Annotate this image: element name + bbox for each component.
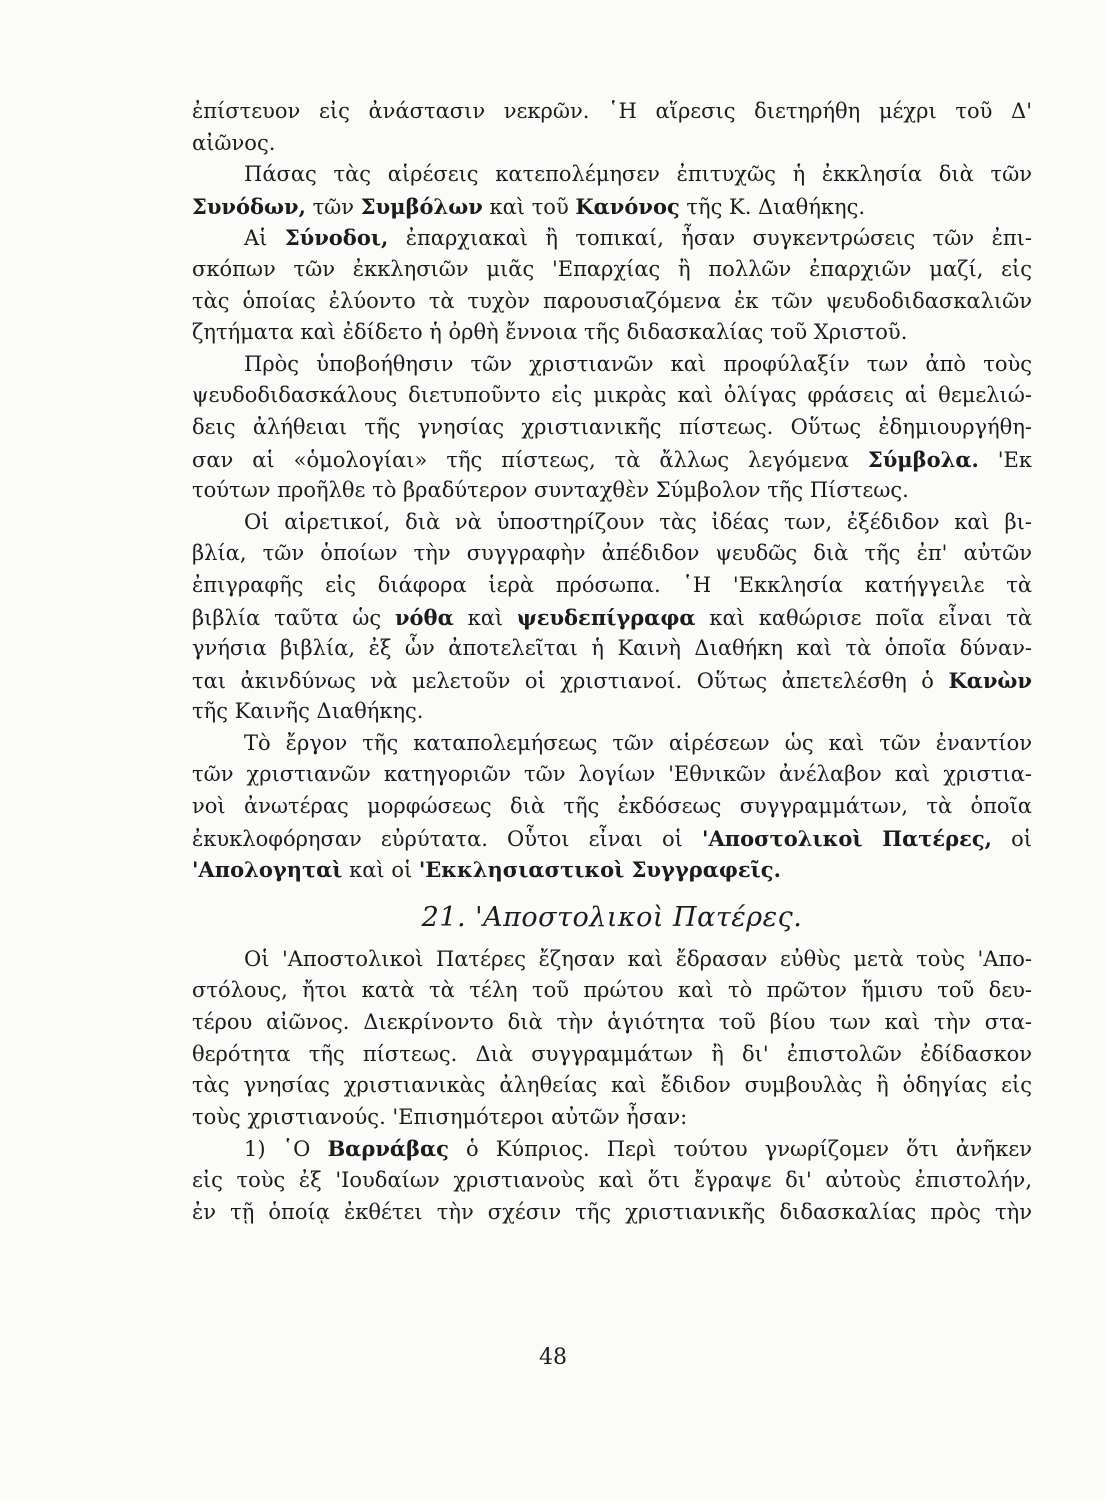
text-line xyxy=(192,728,1032,760)
text-run: σαν αἱ «ὁμολογίαι» τῆς πίστεως, τὰ ἄλλως λεγόμενα xyxy=(192,447,868,472)
text-line xyxy=(192,159,1032,191)
text-line xyxy=(192,1070,1032,1102)
text-run: τοὺς χριστιανούς. 'Επισημότεροι αὐτῶν ἦσαν: xyxy=(192,1104,688,1129)
text-line xyxy=(192,222,1032,254)
text-line xyxy=(192,538,1032,570)
text-run: τῶν xyxy=(305,194,361,219)
text-run: καὶ οἱ xyxy=(342,858,419,883)
text-run: δεις ἀλήθειαι τῆς γνησίας χριστιανικῆς πίστεως. Οὕτως ἐδημιουργήθη- xyxy=(192,414,1032,439)
text-run: Οἱ αἱρετικοί, διὰ νὰ ὑποστηρίζουν τὰς ἰδέας των, ἐξέδιδον καὶ βι- xyxy=(244,509,1032,534)
text-run: 1) ῾Ο xyxy=(244,1137,328,1162)
bold-term: Συνόδων, xyxy=(192,193,306,219)
text-line xyxy=(192,696,1032,728)
text-line xyxy=(192,570,1032,602)
text-run: Πάσας τὰς αἱρέσεις κατεπολέμησεν ἐπιτυχῶς ἡ ἐκκλησία διὰ τῶν xyxy=(244,162,1032,187)
text-run: καὶ xyxy=(453,605,517,630)
text-run: τὰς ὁποίας ἐλύοντο τὰ τυχὸν παρουσιαζόμενα ἐκ τῶν ψευδοδιδασκαλιῶν xyxy=(192,288,1032,313)
text-line xyxy=(192,944,1032,976)
text-run: ἐπίστευον εἰς ἀνάστασιν νεκρῶν. ῾Η αἵρεσις διετηρήθη μέχρι τοῦ Δ' xyxy=(192,99,1032,123)
text-line xyxy=(192,507,1032,539)
text-run: 'Εκ xyxy=(978,447,1032,472)
text-run: Οἱ 'Αποστολικοὶ Πατέρες ἔζησαν καὶ ἔδρασαν εὐθὺς μετὰ τοὺς 'Απο- xyxy=(244,946,1032,971)
text-run: καὶ καθώρισε ποῖα εἶναι τὰ xyxy=(695,605,1032,630)
text-line xyxy=(192,254,1032,286)
text-run: τῶν χριστιανῶν κατηγοριῶν τῶν λογίων 'Εθνικῶν ἀνέλαβον καὶ χριστια- xyxy=(192,762,1032,787)
text-run: ἐκυκλοφόρησαν εὐρύτατα. Οὗτοι εἶναι οἱ xyxy=(192,826,703,851)
text-line xyxy=(192,380,1032,412)
text-run: στόλους, ἤτοι κατὰ τὰ τέλη τοῦ πρώτου καὶ τὸ πρῶτον ἥμισυ τοῦ δευ- xyxy=(192,978,1032,1003)
text-line xyxy=(192,1165,1032,1197)
text-line xyxy=(192,412,1032,444)
text-block-before-heading xyxy=(192,96,1032,886)
text-run: αἰῶνος. xyxy=(192,130,276,155)
text-line xyxy=(192,286,1032,318)
bold-term: 'Εκκλησιαστικοὶ Συγγραφεῖς. xyxy=(418,857,781,883)
text-line xyxy=(192,96,1032,128)
text-run: τῆς Καινῆς Διαθήκης. xyxy=(192,699,424,724)
text-run: εἰς τοὺς ἐξ 'Ιουδαίων χριστιανοὺς καὶ ὅτι ἔγραψε δι' αὐτοὺς ἐπιστολήν, xyxy=(192,1168,1032,1192)
text-run: τούτων προῆλθε τὸ βραδύτερον συνταχθὲν Σύμβολον τῆς Πίστεως. xyxy=(192,478,909,503)
text-run: βιβλία ταῦτα ὡς xyxy=(192,605,395,630)
text-line xyxy=(192,975,1032,1007)
text-run: ἐν τῇ ὁποίᾳ ἐκθέτει τὴν σχέσιν τῆς χριστιανικῆς διδασκαλίας πρὸς τὴν xyxy=(192,1199,1032,1224)
text-line xyxy=(192,317,1032,349)
text-run: νοὶ ἀνωτέρας μορφώσεως διὰ τῆς ἐκδόσεως συγγραμμάτων, τὰ ὁποῖα xyxy=(192,794,1032,819)
bold-term: Βαρνάβας xyxy=(327,1136,449,1162)
text-run: τὰς γνησίας χριστιανικὰς ἀληθείας καὶ ἔδιδον συμβουλὰς ἢ ὁδηγίας εἰς xyxy=(192,1073,1032,1098)
text-line xyxy=(192,633,1032,665)
bold-term: ψευδεπίγραφα xyxy=(516,604,696,630)
text-line xyxy=(192,759,1032,791)
text-line xyxy=(192,128,1032,160)
text-line xyxy=(192,1133,1032,1165)
text-run: θερότητα τῆς πίστεως. Διὰ συγγραμμάτων ἢ δι' ἐπιστολῶν ἐδίδασκον xyxy=(192,1041,1032,1066)
text-run: ψευδοδιδασκάλους διετυποῦντο εἰς μικρὰς καὶ ὀλίγας φράσεις αἱ θεμελιώ- xyxy=(192,383,1032,408)
bold-term: Κανόνος xyxy=(575,193,680,219)
text-line xyxy=(192,602,1032,634)
text-run: καὶ τοῦ xyxy=(482,194,576,219)
text-line xyxy=(192,854,1032,886)
text-run: Αἱ xyxy=(244,226,285,251)
text-line xyxy=(192,191,1032,223)
text-run: τῆς Κ. Διαθήκης. xyxy=(679,194,866,219)
text-line xyxy=(192,823,1032,855)
text-line xyxy=(192,1197,1032,1229)
text-run: ἐπαρχιακαὶ ἢ τοπικαί, ἦσαν συγκεντρώσεις τῶν ἐπι- xyxy=(388,226,1032,251)
bold-term: νόθα xyxy=(394,604,454,630)
text-run: γνήσια βιβλία, ἐξ ὧν ἀποτελεῖται ἡ Καινὴ Διαθήκη καὶ τὰ ὁποῖα δύναν- xyxy=(192,636,1032,661)
bold-term: Συμβόλων xyxy=(360,193,483,219)
text-line xyxy=(192,444,1032,476)
text-run: ὁ Κύπριος. Περὶ τούτου γνωρίζομεν ὅτι ἀνῆκεν xyxy=(448,1137,1032,1162)
bold-term: 'Απολογηταὶ xyxy=(192,857,343,883)
text-run: τέρου αἰῶνος. Διεκρίνοντο διὰ τὴν ἁγιότητα τοῦ βίου των καὶ τὴν στα- xyxy=(192,1010,1032,1035)
page-number: 48 xyxy=(539,1345,567,1370)
text-line xyxy=(192,1007,1032,1039)
bold-term: Κανὼν xyxy=(948,667,1032,693)
section-heading: 21. 'Αποστολικοὶ Πατέρες. xyxy=(421,901,803,933)
text-run: οἱ xyxy=(992,826,1032,851)
text-block-after-heading xyxy=(192,944,1032,1228)
text-run: ζητήματα καὶ ἐδίδετο ἡ ὀρθὴ ἔννοια τῆς διδασκαλίας τοῦ Χριστοῦ. xyxy=(192,320,908,345)
text-run: Τὸ ἔργον τῆς καταπολεμήσεως τῶν αἱρέσεων ὡς καὶ τῶν ἐναντίον xyxy=(244,730,1032,755)
text-run: ται ἀκινδύνως νὰ μελετοῦν οἱ χριστιανοί. Οὕτως ἀπετελέσθη ὁ xyxy=(192,668,949,693)
bold-term: 'Αποστολικοὶ Πατέρες, xyxy=(702,825,992,851)
text-line xyxy=(192,1102,1032,1134)
text-line xyxy=(192,791,1032,823)
text-run: βλία, τῶν ὁποίων τὴν συγγραφὴν ἀπέδιδον ψευδῶς διὰ τῆς ἐπ' αὐτῶν xyxy=(192,541,1032,566)
text-line xyxy=(192,665,1032,697)
text-line xyxy=(192,349,1032,381)
text-run: σκόπων τῶν ἐκκλησιῶν μιᾶς 'Επαρχίας ἢ πολλῶν ἐπαρχιῶν μαζί, εἰς xyxy=(192,256,1032,281)
text-line xyxy=(192,1039,1032,1071)
bold-term: Σύμβολα. xyxy=(867,446,979,472)
bold-term: Σύνοδοι, xyxy=(284,225,389,251)
text-run: ἐπιγραφῆς εἰς διάφορα ἱερὰ πρόσωπα. ῾Η 'Εκκλησία κατήγγειλε τὰ xyxy=(192,572,1032,597)
text-line xyxy=(192,475,1032,507)
text-run: Πρὸς ὑποβοήθησιν τῶν χριστιανῶν καὶ προφύλαξίν των ἀπὸ τοὺς xyxy=(244,351,1032,376)
page-body xyxy=(192,96,1032,1228)
